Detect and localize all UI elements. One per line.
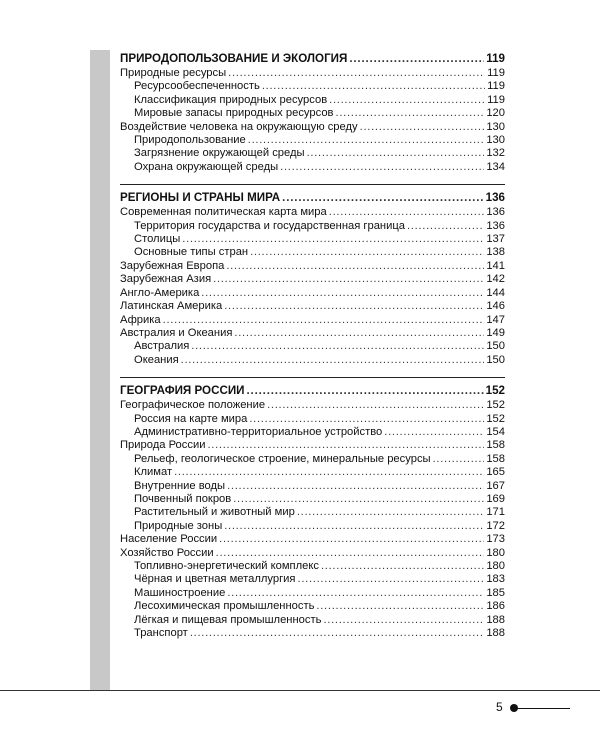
toc-entry-label: Растительный и животный мир	[134, 506, 295, 519]
toc-subentry[interactable]	[120, 246, 505, 259]
toc-entry-label: Латинская Америка	[120, 300, 223, 313]
toc-heading-label: РЕГИОНЫ И СТРАНЫ МИРА	[120, 191, 281, 205]
toc-entry[interactable]	[120, 439, 505, 452]
toc-entry-page: 146	[486, 300, 505, 313]
toc-entry-label: Загрязнение окружающей среды	[134, 147, 305, 160]
toc-subentry[interactable]	[120, 627, 505, 640]
toc-section-heading[interactable]	[120, 384, 505, 398]
toc-leader-dots	[216, 547, 485, 560]
toc-entry-label: Англо-Америка	[120, 286, 200, 299]
toc-entry-label: Современная политическая карта мира	[120, 206, 327, 219]
toc-entry-label: Океания	[134, 353, 179, 366]
toc-entry-label: Африка	[120, 313, 161, 326]
toc-entry-label: Классификация природных ресурсов	[134, 93, 328, 106]
toc-entry-page: 130	[486, 134, 505, 147]
toc-leader-dots	[191, 340, 484, 353]
page-arrow-icon	[510, 704, 570, 714]
toc-subentry[interactable]	[120, 573, 505, 586]
toc-entry-label: Мировые запасы природных ресурсов	[134, 107, 334, 120]
toc-subentry[interactable]	[120, 480, 505, 493]
toc-entry-page: 180	[486, 546, 505, 559]
toc-entry-page: 169	[486, 492, 505, 505]
toc-entry-label: Природопользование	[134, 134, 246, 147]
toc-entry[interactable]	[120, 300, 505, 313]
toc-entry-page: 152	[486, 399, 505, 412]
toc-entry-page: 130	[486, 120, 505, 133]
toc-entry[interactable]	[120, 206, 505, 219]
toc-subentry[interactable]	[120, 233, 505, 246]
toc-subentry[interactable]	[120, 520, 505, 533]
toc-leader-dots	[247, 384, 484, 398]
toc-entry-page: 158	[486, 439, 505, 452]
left-margin-band	[90, 50, 110, 690]
toc-entry-page: 185	[486, 586, 505, 599]
toc-section-heading[interactable]	[120, 52, 505, 66]
toc-entry[interactable]	[120, 547, 505, 560]
toc-subentry[interactable]	[120, 560, 505, 573]
toc-entry-label: Россия на карте мира	[134, 412, 248, 425]
toc-leader-dots	[174, 466, 484, 479]
toc-subentry[interactable]	[120, 426, 505, 439]
toc-heading-page: 152	[485, 384, 505, 398]
page-number: 5	[496, 700, 503, 714]
toc-leader-dots	[329, 206, 485, 219]
toc-leader-dots	[280, 161, 484, 174]
toc-entry-page: 150	[486, 353, 505, 366]
toc-entry-label: Топливно-энергетический комплекс	[134, 560, 319, 572]
toc-subentry[interactable]	[120, 413, 505, 426]
toc-entry-label: Внутренние воды	[134, 479, 226, 492]
toc-entry-page: 149	[486, 326, 505, 339]
toc-subentry[interactable]	[120, 80, 505, 93]
toc-entry-page: 141	[486, 259, 505, 272]
toc-leader-dots	[201, 287, 484, 300]
toc-subentry[interactable]	[120, 134, 505, 147]
toc-entry-label: Воздействие человека на окружающую среду	[120, 120, 358, 133]
toc-subentry[interactable]	[120, 354, 505, 367]
toc-leader-dots	[163, 314, 485, 327]
toc-entry-label: Австралия и Океания	[120, 326, 233, 339]
toc-leader-dots	[227, 587, 484, 600]
toc-entry-page: 183	[486, 573, 505, 586]
toc-leader-dots	[360, 121, 485, 134]
toc-entry[interactable]	[120, 314, 505, 327]
toc-entry-page: 138	[486, 246, 505, 259]
toc-leader-dots	[207, 439, 484, 452]
toc-entry-label: Географическое положение	[120, 399, 266, 412]
toc-entry-label: Население России	[120, 533, 218, 546]
toc-entry-label: Лесохимическая промышленность	[134, 600, 315, 613]
toc-heading-page: 119	[486, 52, 505, 65]
toc-subentry[interactable]	[120, 340, 505, 353]
toc-leader-dots	[250, 246, 484, 259]
toc-leader-dots	[213, 273, 484, 286]
toc-leader-dots	[249, 413, 484, 426]
toc-entry-label: Природные ресурсы	[120, 67, 227, 79]
toc-leader-dots	[307, 147, 485, 160]
toc-subentry[interactable]	[120, 453, 505, 466]
toc-entry-page: 154	[486, 425, 505, 438]
toc-leader-dots	[297, 506, 485, 519]
toc-leader-dots	[282, 191, 483, 205]
toc-entry-page: 119	[487, 67, 505, 79]
toc-entry-label: Климат	[134, 466, 173, 479]
toc-entry-page: 188	[486, 627, 505, 640]
toc-leader-dots	[234, 327, 484, 340]
toc-subentry[interactable]	[120, 614, 505, 627]
toc-leader-dots	[224, 520, 484, 533]
toc-entry-page: 165	[486, 466, 505, 479]
toc-entry[interactable]	[120, 273, 505, 286]
toc-entry-label: Чёрная и цветная металлургия	[134, 573, 296, 586]
toc-entry-page: 120	[486, 107, 505, 120]
toc-entry-page: 147	[486, 313, 505, 326]
toc-entry-page: 137	[486, 233, 505, 246]
toc-entry[interactable]	[120, 260, 505, 273]
toc-leader-dots	[226, 260, 484, 273]
toc-subentry[interactable]	[120, 600, 505, 613]
toc-section-heading[interactable]	[120, 191, 505, 205]
table-of-contents	[120, 52, 505, 650]
toc-leader-dots	[321, 560, 484, 573]
toc-entry-page: 134	[486, 160, 505, 173]
toc-leader-dots	[248, 134, 485, 147]
toc-subentry[interactable]	[120, 107, 505, 120]
toc-leader-dots	[349, 52, 484, 66]
toc-leader-dots	[227, 480, 484, 493]
toc-entry-label: Австралия	[134, 340, 190, 353]
toc-entry-label: Почвенный покров	[134, 492, 232, 505]
toc-subentry[interactable]	[120, 506, 505, 519]
toc-entry-page: 136	[486, 219, 505, 232]
toc-leader-dots	[190, 627, 485, 640]
toc-heading-label: ПРИРОДОПОЛЬЗОВАНИЕ И ЭКОЛОГИЯ	[120, 52, 348, 65]
toc-leader-dots	[407, 220, 484, 233]
toc-entry-label: Рельеф, геологическое строение, минеральные ресурсы	[134, 452, 431, 465]
toc-leader-dots	[298, 573, 485, 586]
toc-entry-label: Транспорт	[134, 627, 188, 640]
toc-entry-label: Столицы	[134, 233, 181, 246]
toc-entry-page: 136	[486, 206, 505, 219]
toc-heading-page: 136	[485, 191, 505, 205]
toc-leader-dots	[316, 600, 484, 613]
toc-entry[interactable]	[120, 67, 505, 80]
toc-entry[interactable]	[120, 533, 505, 546]
toc-section	[120, 52, 505, 174]
toc-leader-dots	[323, 614, 484, 627]
toc-entry-page: 150	[486, 340, 505, 353]
toc-leader-dots	[233, 493, 484, 506]
toc-subentry[interactable]	[120, 466, 505, 479]
toc-entry-label: Хозяйство России	[120, 546, 214, 559]
toc-entry[interactable]	[120, 121, 505, 134]
toc-leader-dots	[224, 300, 484, 313]
toc-entry[interactable]	[120, 327, 505, 340]
toc-entry-label: Зарубежная Азия	[120, 273, 212, 286]
toc-entry-page: 152	[486, 412, 505, 425]
toc-leader-dots	[182, 233, 484, 246]
toc-entry-page: 119	[487, 80, 505, 93]
footer-divider	[0, 690, 600, 691]
toc-leader-dots	[336, 107, 485, 120]
toc-entry-page: 171	[486, 506, 505, 519]
toc-subentry[interactable]	[120, 147, 505, 160]
toc-entry-page: 173	[486, 533, 505, 546]
toc-heading-label: ГЕОГРАФИЯ РОССИИ	[120, 384, 245, 398]
toc-leader-dots	[228, 67, 485, 80]
toc-entry-page: 144	[486, 286, 505, 299]
toc-entry-page: 132	[486, 147, 505, 160]
toc-subentry[interactable]	[120, 94, 505, 107]
toc-leader-dots	[267, 399, 484, 412]
toc-section	[120, 377, 505, 640]
toc-entry[interactable]	[120, 399, 505, 412]
toc-entry-label: Зарубежная Европа	[120, 259, 225, 272]
toc-entry-page: 158	[486, 452, 505, 465]
toc-entry-label: Природа России	[120, 439, 206, 452]
toc-entry-label: Лёгкая и пищевая промышленность	[134, 613, 322, 626]
toc-entry-page: 186	[486, 600, 505, 613]
toc-entry-page: 142	[486, 273, 505, 286]
toc-entry-label: Машиностроение	[134, 586, 226, 599]
toc-entry-label: Ресурсообеспеченность	[134, 80, 260, 93]
toc-entry-label: Административно-территориальное устройство	[134, 425, 383, 438]
toc-subentry[interactable]	[120, 161, 505, 174]
toc-entry-page: 180	[486, 560, 505, 572]
toc-entry-page: 167	[486, 479, 505, 492]
toc-leader-dots	[219, 533, 484, 546]
toc-entry-label: Основные типы стран	[134, 246, 249, 259]
toc-entry-page: 119	[487, 93, 505, 106]
toc-entry-page: 172	[486, 519, 505, 532]
toc-leader-dots	[329, 94, 485, 107]
toc-entry-label: Территория государства и государственная граница	[134, 219, 405, 232]
toc-subentry[interactable]	[120, 587, 505, 600]
toc-subentry[interactable]	[120, 220, 505, 233]
toc-leader-dots	[262, 80, 485, 93]
toc-entry-label: Охрана окружающей среды	[134, 160, 279, 173]
toc-section	[120, 184, 505, 367]
toc-entry-label: Природные зоны	[134, 519, 223, 532]
toc-leader-dots	[384, 426, 484, 439]
toc-entry-page: 188	[486, 613, 505, 626]
toc-entry[interactable]	[120, 287, 505, 300]
toc-leader-dots	[433, 453, 485, 466]
toc-subentry[interactable]	[120, 493, 505, 506]
toc-leader-dots	[181, 354, 485, 367]
